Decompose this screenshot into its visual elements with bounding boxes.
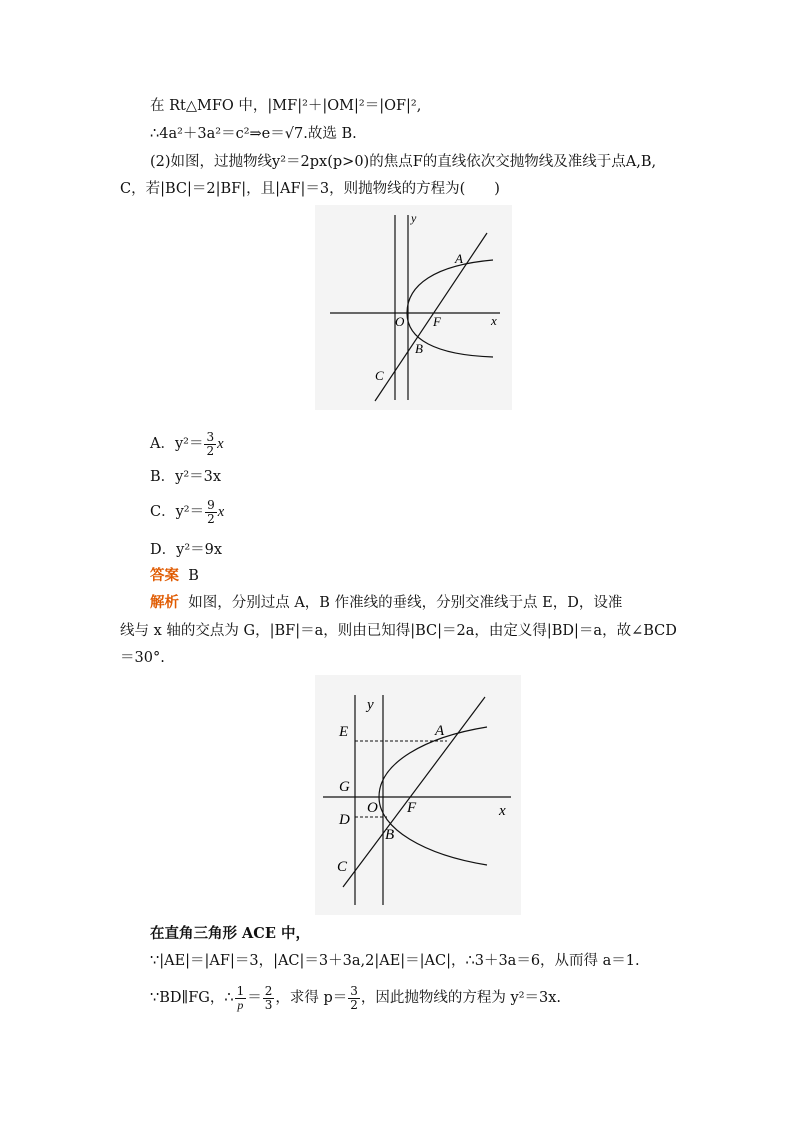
fig2-label-f: F [407, 800, 417, 816]
solution-line-1: 在直角三角形 ACE 中， [150, 925, 310, 942]
analysis-line-3: ＝30°. [120, 650, 165, 666]
fig1-label-a: A [455, 251, 463, 266]
fig1-label-b: B [415, 341, 423, 356]
fig2-label-c: C [337, 859, 348, 875]
answer-line [150, 566, 199, 586]
analysis-line-2: 线与 x 轴的交点为 G，|BF|＝a，则由已知得|BC|＝2a，由定义得|BD|＝a，故∠BCD [120, 623, 677, 639]
text-line-1: 在 Rt△MFO 中，|MF|²＋|OM|²＝|OF|², [150, 98, 422, 114]
option-d: D．y²＝9x [150, 542, 223, 558]
fig1-label-o: O [395, 314, 405, 329]
fig2-label-d: D [339, 812, 350, 828]
figure-1 [315, 205, 512, 410]
fig2-label-b: B [385, 827, 395, 843]
fig1-label-c: C [375, 368, 384, 383]
fig2-label-o: O [367, 800, 378, 816]
problem-text-2: C，若|BC|＝2|BF|，且|AF|＝3，则抛物线的方程为( ) [120, 181, 500, 197]
answer-value: B [188, 568, 199, 584]
fig1-label-x: x [491, 313, 497, 328]
fig1-label-f: F [433, 314, 441, 329]
fig2-label-g: G [339, 779, 350, 795]
figure-2 [315, 675, 521, 915]
analysis-label: 解析 [150, 594, 179, 611]
fig2-label-x: x [499, 803, 506, 819]
solution-line-3: ∵BD∥FG，∴ $\frac{1}{p}$ ＝ $\frac{2}{3}$ ，求得 p＝ $\frac{3}{2}$ ，因此抛物线的方程为 y²＝3x. [150, 983, 562, 1012]
option-a: A．y²＝ $\frac{3}{2}$ x [150, 429, 224, 458]
option-c: C．y²＝ $\frac{9}{2}$ x [150, 497, 225, 526]
solution-line-2: ∵|AE|＝|AF|＝3，|AC|＝3＋3a,2|AE|＝|AC|，∴3＋3a＝6，从而得 a＝1. [150, 953, 640, 969]
fig2-label-a: A [435, 723, 445, 739]
text-line-2: ∴4a²＋3a²＝c²⇒e＝√7.故选 B. [150, 126, 357, 142]
fig1-label-y: y [411, 211, 417, 225]
analysis-line-1: 解析 如图，分别过点 A，B 作准线的垂线，分别交准线于点 E，D，设准 [150, 594, 623, 611]
option-b: B．y²＝3x [150, 469, 222, 485]
problem-text-1: (2)如图，过抛物线y²＝2px(p>0)的焦点F的直线依次交抛物线及准线于点A,B, [150, 154, 657, 170]
fig2-label-y: y [367, 697, 374, 713]
answer-label: 答案 [150, 567, 179, 584]
fig2-label-e: E [339, 724, 349, 740]
